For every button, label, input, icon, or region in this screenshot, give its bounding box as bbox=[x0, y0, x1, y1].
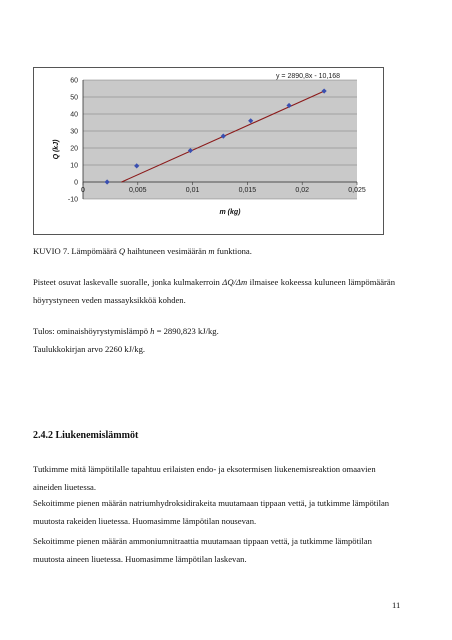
result-line bbox=[33, 322, 395, 340]
x-tick-label: 0,02 bbox=[295, 187, 310, 194]
slope-formula: ΔQ/Δm bbox=[222, 277, 248, 287]
y-tick-label: 60 bbox=[70, 77, 78, 85]
chart-frame bbox=[33, 67, 384, 235]
paragraph-intro: Tutkimme mitä lämpötilalle tapahtuu erilaisten endo- ja eksotermisen liukenemisreaktion omaavien aineiden liuetessa. bbox=[33, 464, 376, 492]
trendline-equation: y = 2890,8x - 10,168 bbox=[275, 73, 341, 80]
section-heading: 2.4.2 Liukenemislämmöt bbox=[33, 430, 139, 441]
y-tick-label: 50 bbox=[70, 94, 78, 102]
result-h-symbol: h bbox=[150, 326, 155, 336]
x-tick-label: 0,015 bbox=[238, 187, 257, 194]
y-tick-label: 40 bbox=[70, 111, 78, 119]
x-tick-label: 0,025 bbox=[348, 187, 366, 194]
caption-prefix: KUVIO 7. Lämpömäärä bbox=[33, 246, 119, 256]
y-axis-title: Q (kJ) bbox=[53, 139, 60, 160]
caption-suffix: funktiona. bbox=[214, 246, 252, 256]
x-tick-label: 0,005 bbox=[129, 187, 147, 194]
scatter-chart bbox=[34, 68, 383, 234]
y-tick-label: 0 bbox=[74, 179, 78, 187]
x-tick-label: 0,01 bbox=[185, 187, 200, 194]
figure-caption bbox=[33, 242, 395, 260]
paragraph-naoh: Sekoitimme pienen määrän natriumhydroksidirakeita muutamaan tippaan vettä, ja tutkimme lämpötilan muutosta rakeiden liuetessa. Huomasimme lämpötilan nousevan. bbox=[33, 498, 390, 526]
reference-value-line: Taulukkokirjan arvo 2260 kJ/kg. bbox=[33, 344, 146, 354]
y-tick-label: 30 bbox=[70, 128, 78, 136]
paragraph-slope-text-end: ilmaisee kokeessa kuluneen lämpömäärän höyrystyneen veden massayksikköä kohden. bbox=[33, 277, 395, 305]
caption-middle: haihtuneen vesimäärän bbox=[125, 246, 209, 256]
y-tick-label: 20 bbox=[70, 145, 78, 153]
paragraph-nh4no3: Sekoitimme pienen määrän ammoniumnitraattia muutamaan tippaan vettä, ja tutkimme lämpötilan muutosta aineen liuetessa. Huomasimme lämpötilan laskevan. bbox=[33, 536, 372, 564]
y-tick-label: -10 bbox=[67, 196, 78, 204]
paragraph-slope-text-start: Pisteet osuvat laskevalle suoralle, jonka kulmakerroin bbox=[33, 277, 223, 287]
result-text-start: Tulos: ominaishöyrystymislämpö bbox=[33, 326, 151, 336]
caption-q-symbol: Q bbox=[118, 246, 126, 256]
x-tick-label: 0 bbox=[81, 187, 85, 194]
caption-m-symbol: m bbox=[208, 246, 215, 256]
page-number: 11 bbox=[392, 600, 401, 610]
x-axis-title: m (kg) bbox=[219, 209, 241, 216]
paragraph-slope bbox=[33, 273, 395, 309]
result-text-end: = 2890,823 kJ/kg. bbox=[154, 326, 219, 336]
y-tick-label: 10 bbox=[70, 162, 78, 170]
